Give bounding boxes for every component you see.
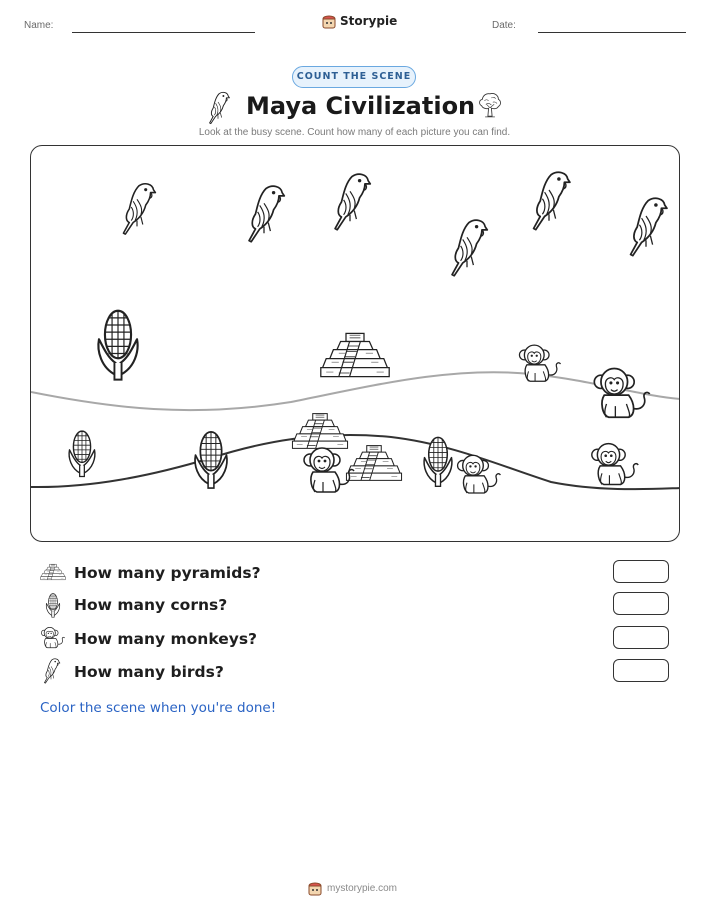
date-line[interactable] bbox=[538, 32, 686, 33]
website-url: mystorypie.com bbox=[327, 882, 398, 894]
monkey-icon bbox=[40, 626, 66, 650]
color-instruction: Color the scene when you're done! bbox=[40, 700, 277, 716]
monkey-icon bbox=[455, 452, 503, 498]
question-text: How many pyramids? bbox=[74, 564, 261, 582]
monkey-icon bbox=[517, 342, 563, 386]
question-pyramids bbox=[40, 560, 670, 588]
question-monkeys bbox=[40, 626, 670, 654]
bird-icon bbox=[239, 182, 289, 246]
bird-icon bbox=[40, 657, 62, 685]
corn-icon bbox=[65, 428, 99, 478]
bird-icon bbox=[521, 168, 577, 234]
corn-icon bbox=[93, 306, 143, 382]
question-text: How many monkeys? bbox=[74, 630, 258, 648]
name-line[interactable] bbox=[72, 32, 255, 33]
bird-icon bbox=[619, 194, 673, 260]
storypie-logo-icon bbox=[308, 880, 322, 896]
pyramid-icon bbox=[40, 562, 66, 582]
monkey-icon bbox=[589, 440, 641, 490]
bird-icon bbox=[441, 216, 493, 280]
bird-icon bbox=[115, 180, 159, 238]
name-label: Name: bbox=[24, 20, 54, 31]
question-text: How many birds? bbox=[74, 663, 224, 681]
page-title: Maya Civilization bbox=[246, 92, 476, 120]
date-label: Date: bbox=[492, 20, 516, 31]
answer-box-birds[interactable] bbox=[613, 659, 669, 682]
question-birds bbox=[40, 659, 670, 687]
count-the-scene-badge: COUNT THE SCENE bbox=[292, 66, 416, 88]
answer-box-monkeys[interactable] bbox=[613, 626, 669, 649]
footer-website bbox=[308, 880, 397, 896]
pyramid-icon bbox=[319, 330, 391, 380]
tree-icon bbox=[476, 89, 504, 121]
monkey-icon bbox=[591, 364, 653, 424]
answer-box-corns[interactable] bbox=[613, 592, 669, 615]
instructions: Look at the busy scene. Count how many of each picture you can find. bbox=[198, 127, 511, 138]
brand bbox=[322, 13, 397, 29]
question-text: How many corns? bbox=[74, 596, 228, 614]
corn-icon bbox=[44, 592, 62, 618]
corn-icon bbox=[191, 428, 231, 490]
counting-scene bbox=[30, 145, 680, 542]
storypie-logo-icon bbox=[322, 13, 336, 29]
question-corns bbox=[40, 592, 670, 620]
monkey-icon bbox=[301, 444, 357, 498]
corn-icon bbox=[421, 434, 455, 488]
bird-icon bbox=[204, 90, 232, 126]
bird-icon bbox=[323, 170, 377, 234]
brand-name: Storypie bbox=[340, 14, 398, 28]
answer-box-pyramids[interactable] bbox=[613, 560, 669, 583]
